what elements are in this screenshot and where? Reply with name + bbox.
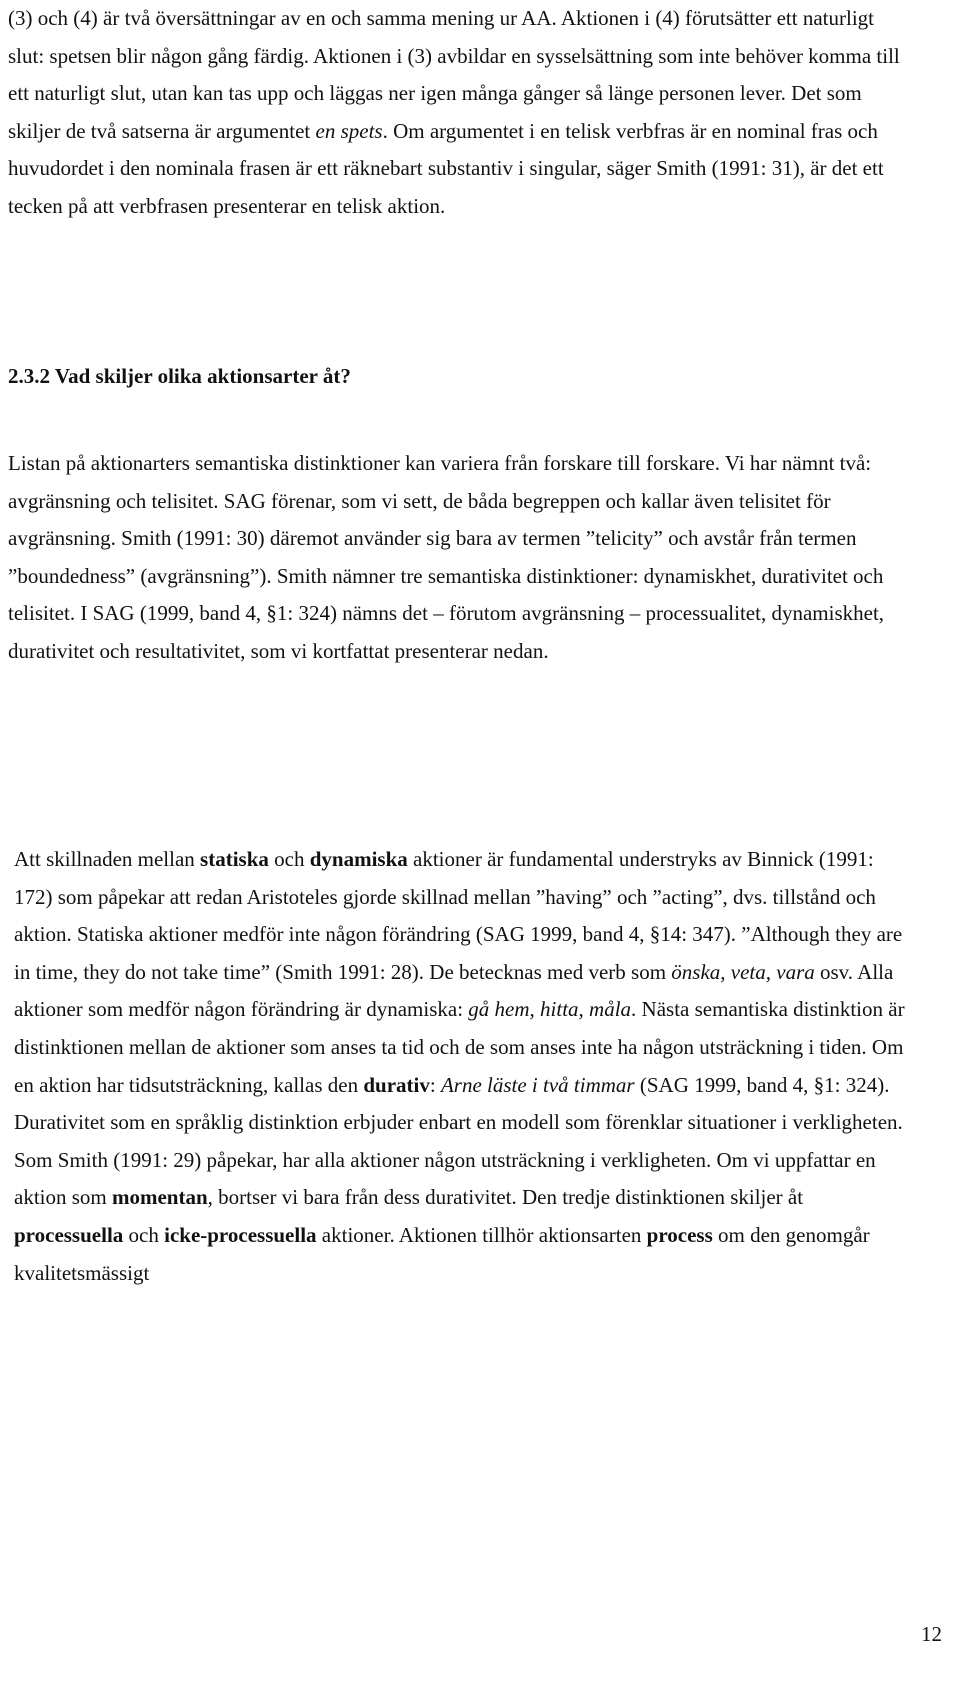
italic-run: Arne läste i två timmar (440, 1072, 635, 1097)
text-run: och (268, 847, 310, 871)
text-run: (SAG 1999, band 4, §1: 324). Durativitet som en språklig distinktion erbjuder enbart en modell som förenklar situationer i verkligheten. Som Smith (1991: 29) påpekar, har alla aktioner någon utsträckning i verkligheten. Om vi uppfattar en aktion som (14, 1072, 903, 1210)
italic-run: en spets (315, 118, 383, 143)
text-run: och (123, 1222, 165, 1247)
bold-run: icke-processuella (164, 1222, 317, 1247)
text-run: , bortser vi bara från dess durativitet. Den tredje distinktionen skiljer åt (207, 1185, 804, 1210)
bold-run: dynamiska (309, 847, 408, 871)
text-run: . Nästa semantiska distinktion är distinktionen mellan de aktioner som anses ta tid och de som anses inte ha någon utsträckning i tiden. Om en aktion har tidsutsträckning, kallas den (14, 997, 905, 1097)
bold-run: process (646, 1222, 713, 1247)
text-run: aktioner. Aktionen tillhör aktionsarten (316, 1222, 647, 1247)
text-run: . Om argumentet i en telisk verbfras är en nominal fras och huvudordet i den nominala frasen är ett räknebart substantiv i singular, säger Smith (1991: 31), är det ett tecken på att verbfrasen presenterar en telisk aktion. (8, 118, 884, 218)
text-run: : (429, 1072, 441, 1097)
paragraph-distinctions: Listan på aktionarters semantiska distinktioner kan variera från forskare till forskare. Vi har nämnt två: avgränsning och telisitet. SAG förenar, som vi sett, de båda begreppen och kallar även telisitet för avgränsning. Smith (1991: 30) däremot använder sig bara av termen ”telicity” och avstår från termen ”boundedness” (avgränsning”). Smith nämner tre semantiska distinktioner: dynamiskhet, durativitet och telisitet. I SAG (1999, band 4, §1: 324) nämns det – förutom avgränsning – processualitet, dynamiskhet, durativitet och resultativitet, som vi kortfattat presenterar nedan. (8, 451, 885, 663)
section-heading: 2.3.2 Vad skiljer olika aktionsarter åt? (8, 364, 351, 388)
italic-run: gå hem, hitta, måla (468, 997, 632, 1022)
text-run: Att skillnaden mellan (14, 847, 201, 871)
text-run: om den genomgår kvalitetsmässigt (14, 1222, 870, 1285)
text-run: osv. Alla aktioner som medför någon förändring är dynamiska: (14, 959, 894, 1022)
text-run: (3) och (4) är två översättningar av en och samma mening ur AA. Aktionen i (4) förutsätter ett naturligt slut: spetsen blir någon gång färdig. Aktionen i (3) avbildar en sysselsättning som inte behöver komma till ett naturligt slut, utan kan tas upp och läggas ner igen många gånger så länge personen lever. Det som skiljer de två satserna är argumentet (8, 6, 900, 143)
italic-run: önska, veta, vara (671, 959, 815, 984)
bold-run: momentan (112, 1185, 208, 1210)
bold-run: statiska (200, 847, 269, 871)
paragraph-static-dynamic (8, 841, 906, 1292)
text-run: aktioner är fundamental understryks av Binnick (1991: 172) som påpekar att redan Aristoteles gjorde skillnad mellan ”having” och ”acting”, dvs. tillstånd och aktion. Statiska aktioner medför inte någon förändring (SAG 1999, band 4, §14: 347). ”Although they are in time, they do not take time” (Smith 1991: 28). De betecknas med verb som (14, 847, 903, 984)
page-number: 12 (921, 1622, 942, 1646)
bold-run: durativ (363, 1072, 430, 1097)
bold-run: processuella (14, 1222, 124, 1247)
paragraph-aktion-examples (8, 0, 900, 226)
